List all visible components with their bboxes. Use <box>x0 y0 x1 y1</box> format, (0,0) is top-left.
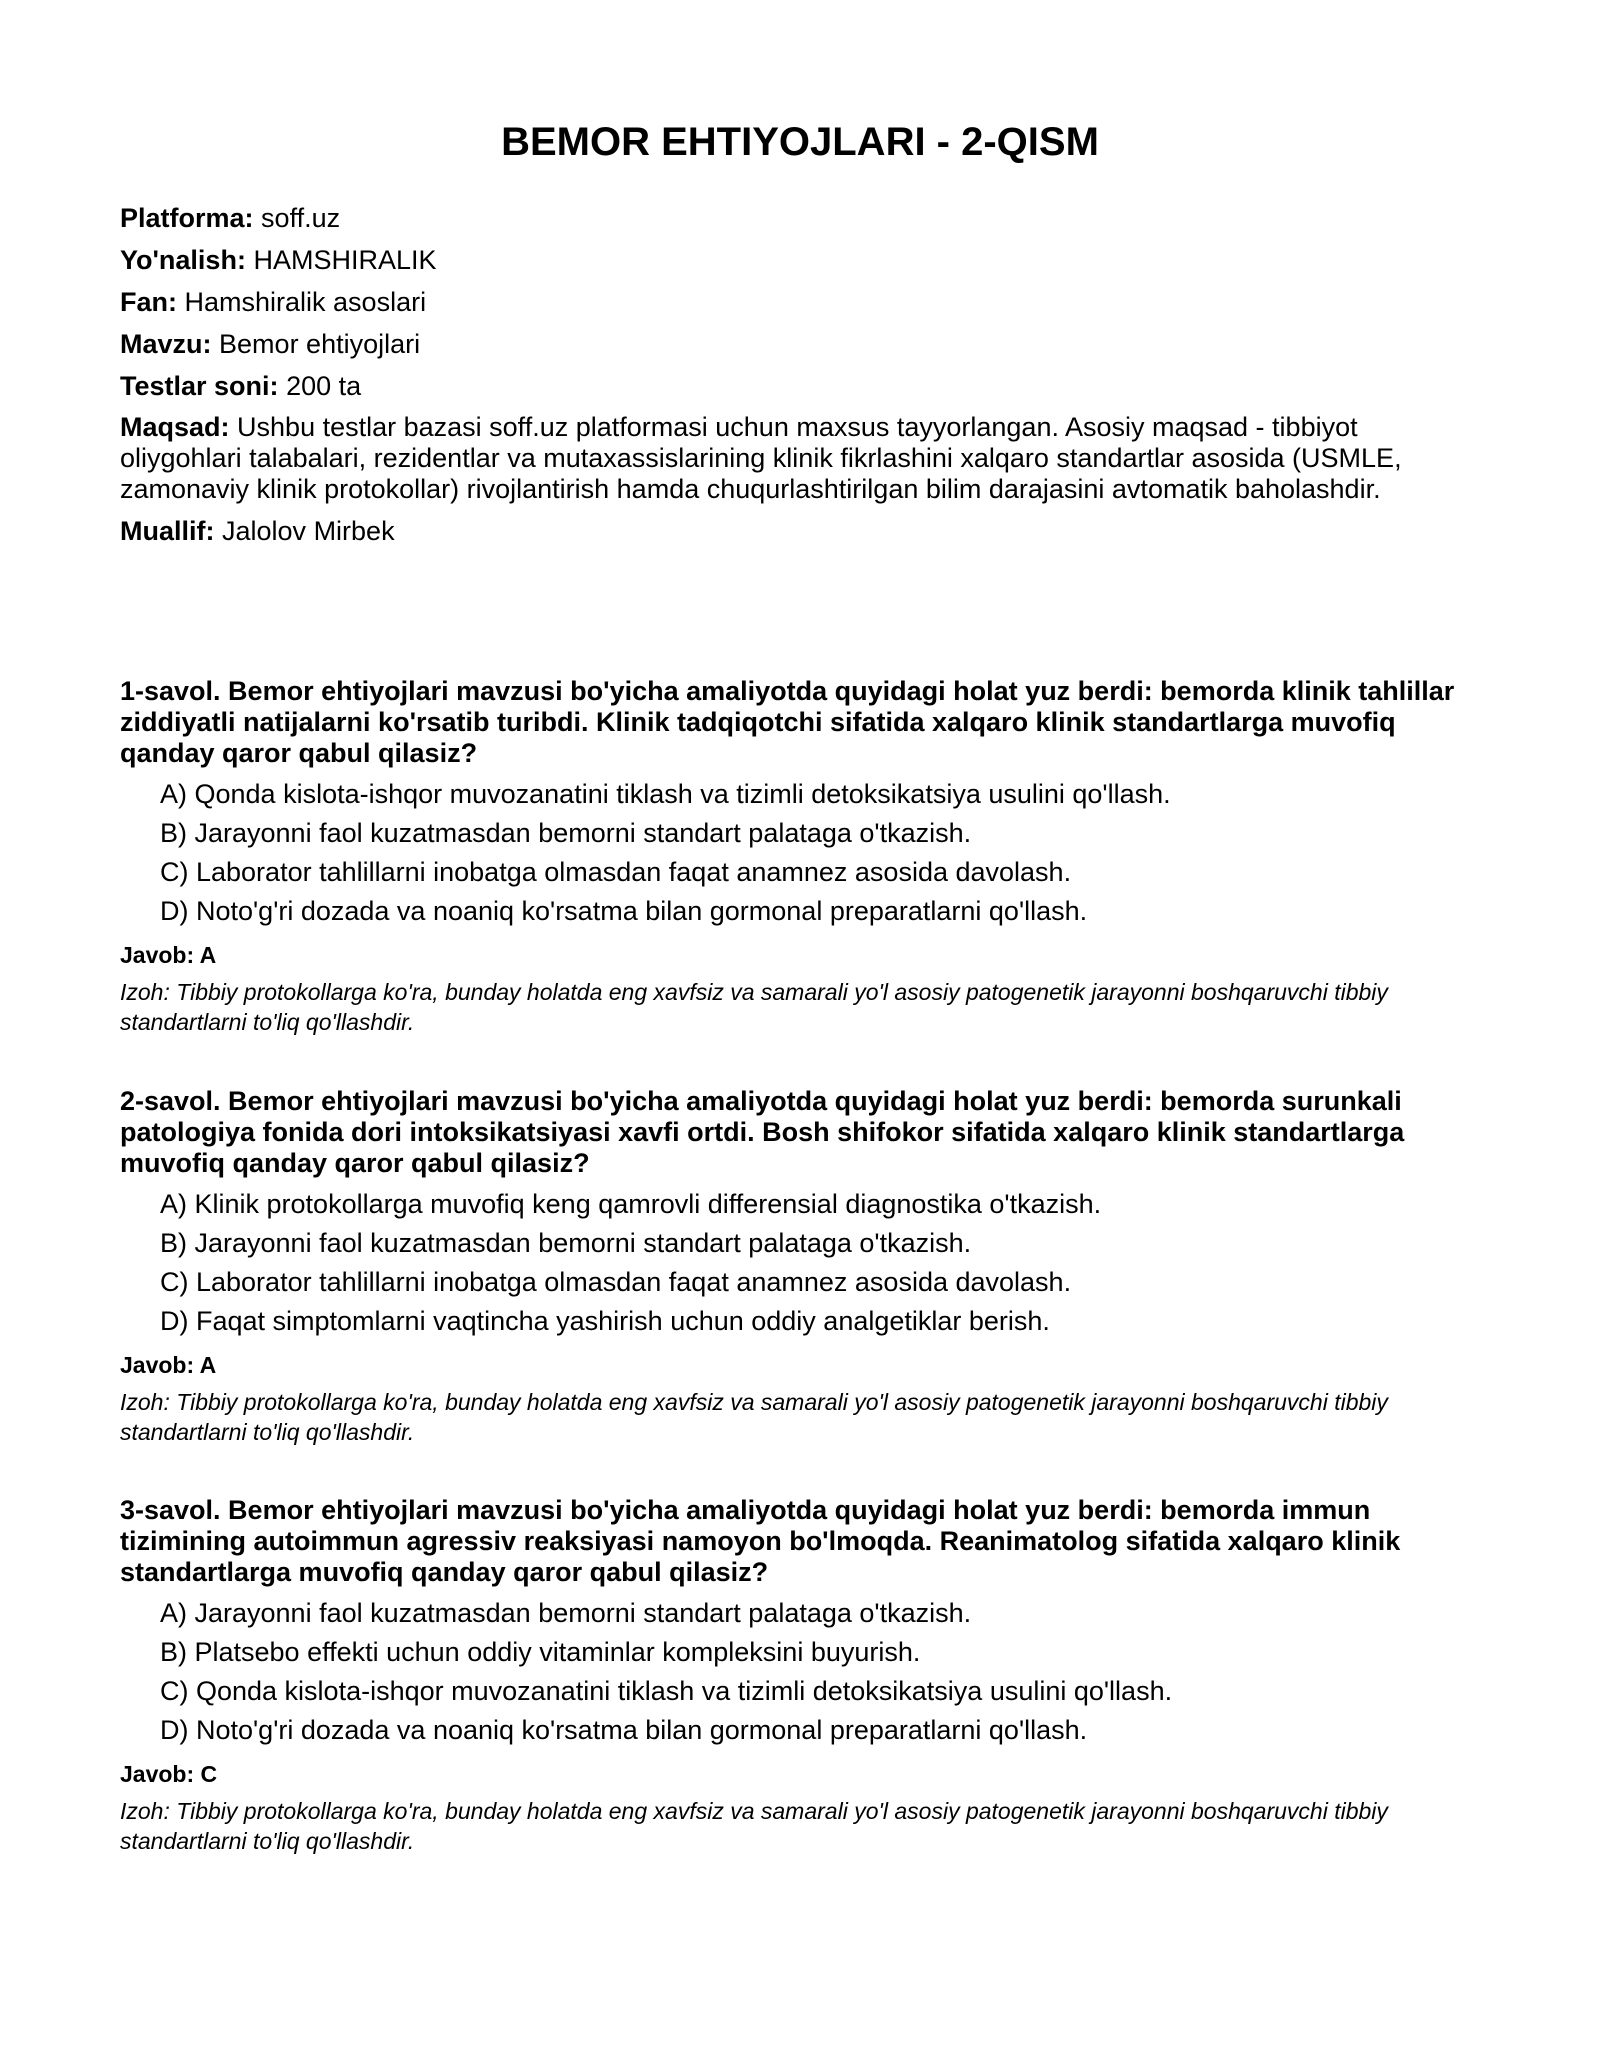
meta-subject-value: Hamshiralik asoslari <box>184 287 427 317</box>
meta-count <box>120 370 1480 402</box>
meta-goal-label: Maqsad: <box>120 412 230 442</box>
document-meta <box>120 202 1480 557</box>
option-a: A) Qonda kislota-ishqor muvozanatini tiklash va tizimli detoksikatsiya usulini qo'llash. <box>160 779 1171 809</box>
option-d: D) Noto'g'ri dozada va noaniq ko'rsatma bilan gormonal preparatlarni qo'llash. <box>160 896 1088 926</box>
question-block <box>120 1495 1480 1856</box>
meta-author <box>120 515 1480 547</box>
explanation: Izoh: Tibbiy protokollarga ko'ra, bunday holatda eng xavfsiz va samarali yo'l asosiy patogenetik jarayonni boshqaruvchi tibbiy standartlarni to'liq qo'llashdir. <box>120 1798 1388 1854</box>
meta-direction-value: HAMSHIRALIK <box>253 245 437 275</box>
option-d: D) Noto'g'ri dozada va noaniq ko'rsatma bilan gormonal preparatlarni qo'llash. <box>160 1715 1088 1745</box>
question-block <box>120 676 1480 1037</box>
meta-goal <box>120 412 1480 505</box>
meta-subject-label: Fan: <box>120 287 177 317</box>
answer: Javob: A <box>120 1352 217 1378</box>
option-b: B) Platsebo effekti uchun oddiy vitaminlar kompleksini buyurish. <box>160 1637 921 1667</box>
option-c: C) Laborator tahlillarni inobatga olmasdan faqat anamnez asosida davolash. <box>160 857 1072 887</box>
meta-direction-label: Yo'nalish: <box>120 245 246 275</box>
meta-topic-value: Bemor ehtiyojlari <box>219 329 421 359</box>
meta-author-label: Muallif: <box>120 516 215 546</box>
document-title: BEMOR EHTIYOJLARI - 2-QISM <box>501 120 1099 164</box>
meta-goal-value: Ushbu testlar bazasi soff.uz platformasi uchun maxsus tayyorlangan. Asosiy maqsad - tibbiyot oliygohlari talabalari, rezidentlar va mutaxassislarining klinik fikrlashini xalqaro standartlar asosida (USMLE, zamonaviy klinik protokollar) rivojlantirish hamda chuqurlashtirilgan bilim darajasini avtomatik baholashdir. <box>120 412 1402 504</box>
meta-count-value: 200 ta <box>286 371 362 401</box>
answer: Javob: C <box>120 1761 218 1787</box>
option-a: A) Klinik protokollarga muvofiq keng qamrovli differensial diagnostika o'tkazish. <box>160 1189 1102 1219</box>
meta-subject <box>120 286 1480 318</box>
option-d: D) Faqat simptomlarni vaqtincha yashirish uchun oddiy analgetiklar berish. <box>160 1306 1050 1336</box>
meta-platform-value: soff.uz <box>261 203 341 233</box>
meta-count-label: Testlar soni: <box>120 371 279 401</box>
explanation: Izoh: Tibbiy protokollarga ko'ra, bunday holatda eng xavfsiz va samarali yo'l asosiy patogenetik jarayonni boshqaruvchi tibbiy standartlarni to'liq qo'llashdir. <box>120 979 1388 1035</box>
meta-topic-label: Mavzu: <box>120 329 212 359</box>
option-c: C) Laborator tahlillarni inobatga olmasdan faqat anamnez asosida davolash. <box>160 1267 1072 1297</box>
explanation: Izoh: Tibbiy protokollarga ko'ra, bunday holatda eng xavfsiz va samarali yo'l asosiy patogenetik jarayonni boshqaruvchi tibbiy standartlarni to'liq qo'llashdir. <box>120 1389 1388 1445</box>
option-a: A) Jarayonni faol kuzatmasdan bemorni standart palataga o'tkazish. <box>160 1598 972 1628</box>
meta-topic <box>120 328 1480 360</box>
question-text: 2-savol. Bemor ehtiyojlari mavzusi bo'yicha amaliyotda quyidagi holat yuz berdi: bemorda surunkali patologiya fonida dori intoksikatsiyasi xavfi ortdi. Bosh shifokor sifatida xalqaro klinik standartlarga muvofiq qanday qaror qabul qilasiz? <box>120 1086 1405 1178</box>
meta-author-value: Jalolov Mirbek <box>222 516 395 546</box>
meta-direction <box>120 244 1480 276</box>
meta-platform-label: Platforma: <box>120 203 254 233</box>
question-text: 1-savol. Bemor ehtiyojlari mavzusi bo'yicha amaliyotda quyidagi holat yuz berdi: bemorda klinik tahlillar ziddiyatli natijalarni ko'rsatib turibdi. Klinik tadqiqotchi sifatida xalqaro klinik standartlarga muvofiq qanday qaror qabul qilasiz? <box>120 676 1455 768</box>
option-b: B) Jarayonni faol kuzatmasdan bemorni standart palataga o'tkazish. <box>160 1228 972 1258</box>
answer: Javob: A <box>120 942 217 968</box>
option-b: B) Jarayonni faol kuzatmasdan bemorni standart palataga o'tkazish. <box>160 818 972 848</box>
meta-platform <box>120 202 1480 234</box>
question-block <box>120 1086 1480 1447</box>
option-c: C) Qonda kislota-ishqor muvozanatini tiklash va tizimli detoksikatsiya usulini qo'llash. <box>160 1676 1173 1706</box>
question-text: 3-savol. Bemor ehtiyojlari mavzusi bo'yicha amaliyotda quyidagi holat yuz berdi: bemorda immun tizimining autoimmun agressiv reaksiyasi namoyon bo'lmoqda. Reanimatolog sifatida xalqaro klinik standartlarga muvofiq qanday qaror qabul qilasiz? <box>120 1495 1401 1587</box>
